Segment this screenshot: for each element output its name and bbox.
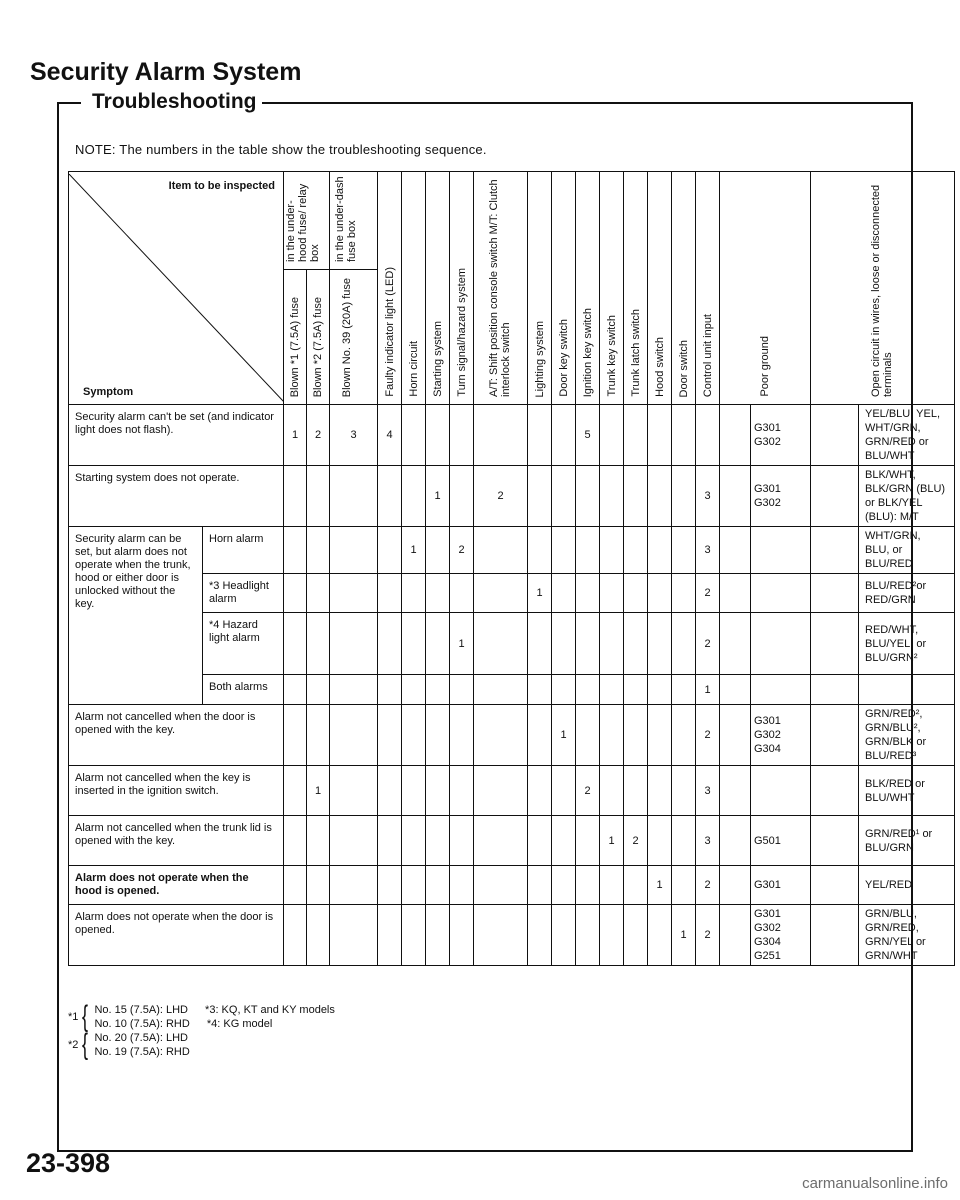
sequence-cell: 4 xyxy=(378,405,402,466)
sequence-cell xyxy=(600,466,624,527)
sequence-cell xyxy=(330,527,378,574)
col-header: Blown *2 (7.5A) fuse xyxy=(307,270,330,405)
sequence-cell xyxy=(474,905,528,966)
ground-cell xyxy=(751,675,811,705)
col-header: Hood switch xyxy=(648,172,672,405)
sequence-cell xyxy=(378,816,402,866)
ground-cell xyxy=(751,527,811,574)
sequence-cell xyxy=(450,466,474,527)
brace-icon: { xyxy=(82,1000,89,1033)
sequence-cell xyxy=(648,816,672,866)
ground-cell xyxy=(751,574,811,613)
sequence-cell xyxy=(672,466,696,527)
sequence-cell xyxy=(307,527,330,574)
ground-cell: G501 xyxy=(751,816,811,866)
brace-icon: { xyxy=(82,1028,89,1061)
symptom-sub-cell: Horn alarm xyxy=(203,527,284,574)
sequence-cell xyxy=(474,613,528,675)
sequence-cell xyxy=(284,816,307,866)
col-header: Ignition key switch xyxy=(576,172,600,405)
sequence-cell xyxy=(450,675,474,705)
symptom-cell: Alarm does not operate when the door is opened. xyxy=(69,905,284,966)
sequence-cell xyxy=(474,816,528,866)
sequence-cell: 2 xyxy=(624,816,648,866)
sequence-cell: 1 xyxy=(307,766,330,816)
sequence-cell xyxy=(474,766,528,816)
sequence-cell xyxy=(474,527,528,574)
sequence-cell xyxy=(426,405,450,466)
sequence-cell xyxy=(528,905,552,966)
sequence-cell xyxy=(552,466,576,527)
note-text: NOTE: The numbers in the table show the troubleshooting sequence. xyxy=(75,142,487,157)
sequence-cell xyxy=(426,866,450,905)
sequence-cell xyxy=(552,866,576,905)
table-row xyxy=(69,816,955,866)
sequence-cell xyxy=(402,816,426,866)
sequence-cell xyxy=(474,574,528,613)
sequence-cell xyxy=(552,816,576,866)
sequence-cell xyxy=(648,613,672,675)
sequence-cell xyxy=(811,766,859,816)
sequence-cell xyxy=(672,675,696,705)
sequence-cell xyxy=(330,816,378,866)
sequence-cell xyxy=(528,816,552,866)
sequence-cell xyxy=(672,705,696,766)
sequence-cell xyxy=(576,905,600,966)
sequence-cell xyxy=(552,527,576,574)
wire-cell: RED/WHT, BLU/YEL, or BLU/GRN² xyxy=(859,613,955,675)
wire-cell: BLU/RED²or RED/GRN xyxy=(859,574,955,613)
sequence-cell xyxy=(474,705,528,766)
sequence-cell xyxy=(450,866,474,905)
sequence-cell xyxy=(720,527,751,574)
sequence-cell xyxy=(672,527,696,574)
page-number: 23-398 xyxy=(26,1148,111,1178)
sequence-cell xyxy=(672,574,696,613)
sequence-cell xyxy=(474,405,528,466)
sequence-cell: 1 xyxy=(648,866,672,905)
sequence-cell xyxy=(330,613,378,675)
sequence-cell xyxy=(284,613,307,675)
wire-cell: GRN/BLU, GRN/RED, GRN/YEL or GRN/WHT xyxy=(859,905,955,966)
col-header: Faulty indicator light (LED) xyxy=(378,172,402,405)
sequence-cell xyxy=(450,905,474,966)
sequence-cell xyxy=(284,527,307,574)
col-header: Door key switch xyxy=(552,172,576,405)
col-header: Trunk key switch xyxy=(600,172,624,405)
sequence-cell: 1 xyxy=(426,466,450,527)
sequence-cell xyxy=(307,675,330,705)
sequence-cell xyxy=(378,905,402,966)
sequence-cell xyxy=(330,866,378,905)
sequence-cell xyxy=(402,675,426,705)
sequence-cell: 2 xyxy=(696,905,720,966)
sequence-cell xyxy=(811,574,859,613)
sequence-cell xyxy=(811,675,859,705)
sequence-cell xyxy=(402,705,426,766)
symptom-sub-cell: *4 Hazard light alarm xyxy=(203,613,284,675)
sequence-cell xyxy=(552,613,576,675)
sequence-cell xyxy=(402,766,426,816)
sequence-cell xyxy=(720,405,751,466)
table-row xyxy=(69,527,955,574)
sequence-cell xyxy=(378,466,402,527)
footnote-4: *4: KG model xyxy=(206,1018,273,1030)
symptom-cell: Alarm does not operate when the hood is opened. xyxy=(69,866,284,905)
ground-cell xyxy=(751,766,811,816)
sequence-cell xyxy=(474,675,528,705)
sequence-cell xyxy=(576,705,600,766)
sequence-cell xyxy=(402,613,426,675)
sequence-cell xyxy=(450,705,474,766)
sequence-cell: 1 xyxy=(284,405,307,466)
wire-cell: WHT/GRN, BLU, or BLU/RED xyxy=(859,527,955,574)
item-label: Item to be inspected xyxy=(168,180,275,192)
underdash-group-header: in the under-dash fuse box xyxy=(330,172,378,270)
sequence-cell: 2 xyxy=(696,613,720,675)
sequence-cell xyxy=(402,866,426,905)
sequence-cell xyxy=(720,905,751,966)
wire-cell xyxy=(859,675,955,705)
sequence-cell xyxy=(426,527,450,574)
wire-cell: YEL/RED xyxy=(859,866,955,905)
sequence-cell xyxy=(378,613,402,675)
footnote-1b: No. 10 (7.5A): RHD xyxy=(94,1018,190,1030)
sequence-cell: 2 xyxy=(696,574,720,613)
col-header: Open circuit in wires, loose or disconnected terminals xyxy=(811,172,955,405)
sequence-cell: 1 xyxy=(552,705,576,766)
table-row xyxy=(69,866,955,905)
col-header: Control unit input xyxy=(696,172,720,405)
sequence-cell xyxy=(624,405,648,466)
col-header: A/T: Shift position console switch M/T: Clutch interlock switch xyxy=(474,172,528,405)
table-row xyxy=(69,466,955,527)
wire-cell: GRN/RED², GRN/BLU², GRN/BLK or BLU/RED³ xyxy=(859,705,955,766)
sequence-cell xyxy=(720,613,751,675)
sequence-cell xyxy=(720,816,751,866)
sequence-cell xyxy=(426,675,450,705)
sequence-cell xyxy=(426,905,450,966)
sequence-cell xyxy=(402,574,426,613)
sequence-cell xyxy=(600,905,624,966)
table-row xyxy=(69,405,955,466)
sequence-cell xyxy=(426,613,450,675)
sequence-cell xyxy=(648,905,672,966)
sequence-cell xyxy=(552,574,576,613)
sequence-cell xyxy=(624,527,648,574)
sequence-cell: 1 xyxy=(600,816,624,866)
footnote-3: *3: KQ, KT and KY models xyxy=(205,1004,335,1016)
sequence-cell: 3 xyxy=(696,527,720,574)
sequence-cell xyxy=(624,705,648,766)
sequence-cell xyxy=(600,866,624,905)
sequence-cell xyxy=(672,766,696,816)
sequence-cell xyxy=(330,466,378,527)
troubleshooting-table xyxy=(68,171,955,966)
table-row xyxy=(69,905,955,966)
sequence-cell xyxy=(648,705,672,766)
sequence-cell xyxy=(624,613,648,675)
sequence-cell xyxy=(720,705,751,766)
symptom-cell: Security alarm can't be set (and indicator light does not flash). xyxy=(69,405,284,466)
sequence-cell xyxy=(378,574,402,613)
sequence-cell xyxy=(307,866,330,905)
sequence-cell xyxy=(528,613,552,675)
wire-cell: BLK/WHT, BLK/GRN (BLU) or BLK/YEL (BLU): M/T xyxy=(859,466,955,527)
col-header: Blown *1 (7.5A) fuse xyxy=(284,270,307,405)
sequence-cell: 1 xyxy=(402,527,426,574)
sequence-cell xyxy=(307,905,330,966)
sequence-cell xyxy=(284,766,307,816)
sequence-cell xyxy=(624,905,648,966)
sequence-cell xyxy=(672,816,696,866)
sequence-cell xyxy=(307,816,330,866)
page-title: Security Alarm System xyxy=(30,58,302,86)
sequence-cell xyxy=(720,574,751,613)
col-header: Turn signal/hazard system xyxy=(450,172,474,405)
sequence-cell xyxy=(648,675,672,705)
sequence-cell xyxy=(330,675,378,705)
sequence-cell: 1 xyxy=(696,675,720,705)
sequence-cell: 1 xyxy=(450,613,474,675)
ground-cell: G301 G302 xyxy=(751,466,811,527)
sequence-cell xyxy=(576,613,600,675)
sequence-cell: 2 xyxy=(696,866,720,905)
sequence-cell xyxy=(284,905,307,966)
sequence-cell: 3 xyxy=(330,405,378,466)
col-header: Blown No. 39 (20A) fuse xyxy=(330,270,378,405)
sequence-cell xyxy=(811,405,859,466)
sequence-cell xyxy=(811,905,859,966)
symptom-sub-cell: Both alarms xyxy=(203,675,284,705)
sequence-cell: 2 xyxy=(474,466,528,527)
symptom-cell: Alarm not cancelled when the door is opened with the key. xyxy=(69,705,284,766)
sequence-cell xyxy=(552,675,576,705)
sequence-cell xyxy=(528,766,552,816)
symptom-group-cell: Security alarm can be set, but alarm does not operate when the trunk, hood or either door is unlocked without the key. xyxy=(69,527,203,705)
sequence-cell xyxy=(402,905,426,966)
sequence-cell xyxy=(402,405,426,466)
sequence-cell xyxy=(624,766,648,816)
sequence-cell xyxy=(648,766,672,816)
symptom-cell: Starting system does not operate. xyxy=(69,466,284,527)
sequence-cell xyxy=(811,613,859,675)
footnote-1-mark: *1 xyxy=(68,1011,79,1023)
sequence-cell xyxy=(576,574,600,613)
footnote-2a: No. 20 (7.5A): LHD xyxy=(94,1032,188,1044)
sequence-cell xyxy=(378,866,402,905)
sequence-cell xyxy=(576,816,600,866)
sequence-cell xyxy=(330,574,378,613)
sequence-cell xyxy=(600,405,624,466)
sequence-cell: 2 xyxy=(696,705,720,766)
col-header: Horn circuit xyxy=(402,172,426,405)
sequence-cell xyxy=(402,466,426,527)
sequence-cell xyxy=(330,905,378,966)
col-header: Door switch xyxy=(672,172,696,405)
sequence-cell xyxy=(600,766,624,816)
sequence-cell xyxy=(378,705,402,766)
sequence-cell xyxy=(720,466,751,527)
sequence-cell xyxy=(378,675,402,705)
sequence-cell xyxy=(696,405,720,466)
sequence-cell xyxy=(552,766,576,816)
sequence-cell xyxy=(307,613,330,675)
sequence-cell xyxy=(330,705,378,766)
footnote-2-mark: *2 xyxy=(68,1039,79,1051)
symptom-sub-cell: *3 Headlight alarm xyxy=(203,574,284,613)
sequence-cell xyxy=(307,466,330,527)
sequence-cell: 3 xyxy=(696,816,720,866)
sequence-cell xyxy=(600,527,624,574)
sequence-cell xyxy=(672,613,696,675)
sequence-cell xyxy=(528,675,552,705)
sequence-cell xyxy=(450,574,474,613)
sequence-cell xyxy=(426,705,450,766)
sequence-cell xyxy=(811,466,859,527)
sequence-cell xyxy=(528,466,552,527)
sequence-cell: 5 xyxy=(576,405,600,466)
section-title: Troubleshooting xyxy=(86,90,262,114)
ground-cell: G301 G302 xyxy=(751,405,811,466)
sequence-cell xyxy=(528,866,552,905)
ground-cell xyxy=(751,613,811,675)
sequence-cell xyxy=(624,866,648,905)
sequence-cell xyxy=(624,574,648,613)
sequence-cell xyxy=(576,866,600,905)
symptom-cell: Alarm not cancelled when the trunk lid is opened with the key. xyxy=(69,816,284,866)
ground-cell: G301 G302 G304 G251 xyxy=(751,905,811,966)
sequence-cell xyxy=(624,466,648,527)
sequence-cell xyxy=(811,816,859,866)
sequence-cell xyxy=(284,675,307,705)
sequence-cell xyxy=(426,766,450,816)
wire-cell: GRN/RED¹ or BLU/GRN xyxy=(859,816,955,866)
sequence-cell xyxy=(378,527,402,574)
sequence-cell xyxy=(284,866,307,905)
sequence-cell xyxy=(450,766,474,816)
footnote-2b: No. 19 (7.5A): RHD xyxy=(94,1046,190,1058)
sequence-cell xyxy=(600,613,624,675)
sequence-cell xyxy=(450,816,474,866)
sequence-cell: 3 xyxy=(696,766,720,816)
sequence-cell xyxy=(552,905,576,966)
table-row xyxy=(69,766,955,816)
sequence-cell xyxy=(811,705,859,766)
sequence-cell xyxy=(720,766,751,816)
sequence-cell xyxy=(528,705,552,766)
ground-cell: G301 G302 G304 xyxy=(751,705,811,766)
sequence-cell xyxy=(600,705,624,766)
sequence-cell xyxy=(720,866,751,905)
sequence-cell: 2 xyxy=(450,527,474,574)
sequence-cell xyxy=(426,574,450,613)
sequence-cell xyxy=(672,866,696,905)
underhood-group-header: in the under-hood fuse/ relay box xyxy=(284,172,330,270)
sequence-cell xyxy=(648,466,672,527)
sequence-cell xyxy=(576,466,600,527)
sequence-cell xyxy=(811,866,859,905)
sequence-cell xyxy=(576,527,600,574)
sequence-cell xyxy=(307,705,330,766)
sequence-cell xyxy=(330,766,378,816)
table-row xyxy=(69,705,955,766)
sequence-cell xyxy=(720,675,751,705)
col-header: Trunk latch switch xyxy=(624,172,648,405)
ground-cell: G301 xyxy=(751,866,811,905)
sequence-cell xyxy=(528,527,552,574)
footnotes xyxy=(68,1000,335,1061)
footnote-1a: No. 15 (7.5A): LHD xyxy=(94,1004,188,1016)
sequence-cell xyxy=(474,866,528,905)
sequence-cell xyxy=(378,766,402,816)
watermark: carmanualsonline.info xyxy=(802,1175,948,1192)
sequence-cell xyxy=(672,405,696,466)
sequence-cell xyxy=(811,527,859,574)
sequence-cell xyxy=(284,705,307,766)
sequence-cell xyxy=(648,527,672,574)
sequence-cell xyxy=(450,405,474,466)
sequence-cell xyxy=(284,574,307,613)
sequence-cell xyxy=(426,816,450,866)
col-header: Poor ground xyxy=(720,172,811,405)
sequence-cell xyxy=(648,574,672,613)
sequence-cell: 1 xyxy=(528,574,552,613)
sequence-cell: 2 xyxy=(307,405,330,466)
corner-diagonal xyxy=(69,174,284,402)
col-header: Starting system xyxy=(426,172,450,405)
sequence-cell xyxy=(307,574,330,613)
sequence-cell xyxy=(528,405,552,466)
col-header: Lighting system xyxy=(528,172,552,405)
sequence-cell xyxy=(284,466,307,527)
sequence-cell xyxy=(552,405,576,466)
sequence-cell: 2 xyxy=(576,766,600,816)
table-corner xyxy=(69,172,284,405)
sequence-cell xyxy=(648,405,672,466)
sequence-cell: 3 xyxy=(696,466,720,527)
symptom-cell: Alarm not cancelled when the key is inserted in the ignition switch. xyxy=(69,766,284,816)
sequence-cell xyxy=(600,574,624,613)
sequence-cell: 1 xyxy=(672,905,696,966)
sequence-cell xyxy=(576,675,600,705)
wire-cell: BLK/RED or BLU/WHT xyxy=(859,766,955,816)
wire-cell: YEL/BLU, YEL, WHT/GRN, GRN/RED or BLU/WHT xyxy=(859,405,955,466)
sequence-cell xyxy=(624,675,648,705)
symptom-label: Symptom xyxy=(83,386,134,398)
sequence-cell xyxy=(600,675,624,705)
